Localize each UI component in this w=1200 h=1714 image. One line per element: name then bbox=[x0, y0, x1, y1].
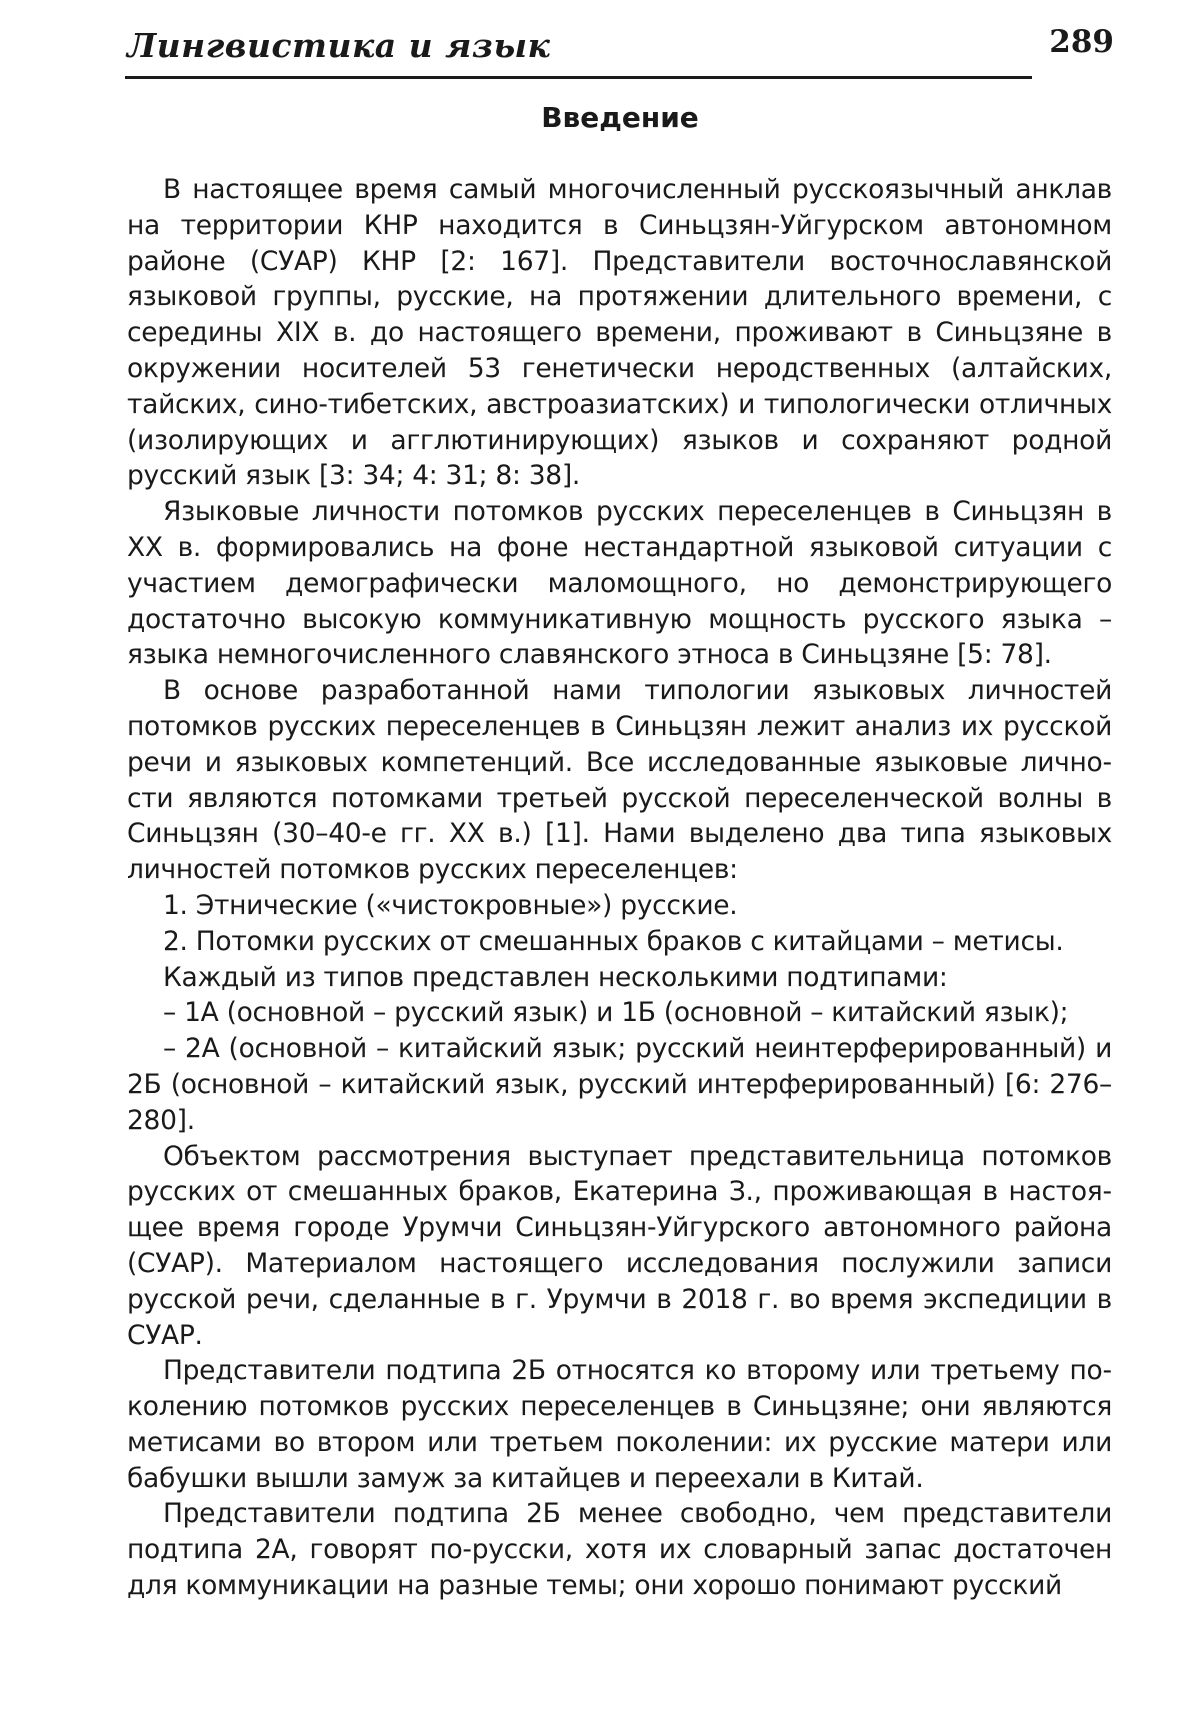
list-item: – 2А (основной – китайский язык; русский неинтерферированный) и 2Б (основной – китайский язык, русский интерферированный) [6: 276–280]. bbox=[127, 1033, 1112, 1136]
paragraph: Языковые личности потомков русских переселенцев в Синьцзян в XX в. формировались на фоне нестандартной языковой ситуации с участием демографически маломощного, но демонстрирующего достаточно высокую коммуникативную мощность русского языка – языка немногочисленного славянского этноса в Синьцзяне [5: 78]. bbox=[127, 496, 1112, 671]
list-item: 1. Этнические («чистокровные») русские. bbox=[163, 889, 738, 921]
header-rule bbox=[125, 76, 1032, 79]
running-title: Лингвистика и язык bbox=[127, 26, 551, 65]
page-number: 289 bbox=[1049, 24, 1114, 60]
body-text bbox=[127, 172, 1112, 1604]
list-item: – 1А (основной – русский язык) и 1Б (основной – китайский язык); bbox=[163, 997, 1069, 1029]
paragraph: Объектом рассмотрения выступает представительница потомков русских от смешанных браков, Екатерина З., проживающая в настоящее время городе Урумчи Синьцзян-Уйгурского автономного района (СУАР). Материалом настоящего исследования послужили записи русской речи, сделанные в г. Урумчи в 2018 г. во время экспедиции в СУАР. bbox=[127, 1140, 1112, 1351]
paragraph: В настоящее время самый многочисленный русскоязычный анклав на территории КНР находится в Синьцзян-Уйгурском автономном районе (СУАР) КНР [2: 167]. Представители восточнославянской языковой группы, русские, на протяжении длительного времени, с середины XIX в. до настоящего времени, проживают в Синьцзяне в окружении носителей 53 генетически неродственных (алтайских, тайских, сино-тибетских, австроазиатских) и типологически отличных (изолирующих и агглютинирующих) языков и сохраняют родной русский язык [3: 34; 4: 31; 8: 38]. bbox=[127, 174, 1112, 492]
section-heading: Введение bbox=[541, 101, 699, 134]
paragraph: Представители подтипа 2Б относятся ко второму или третьему поколению потомков русских переселенцев в Синьцзяне; они являются метисами во втором или третьем поколении: их русские матери или бабушки вышли замуж за китайцев и переехали в Китай. bbox=[127, 1355, 1112, 1494]
list-item: 2. Потомки русских от смешанных браков с китайцами – метисы. bbox=[163, 925, 1064, 957]
paragraph: В основе разработанной нами типологии языковых личностей потомков русских переселенцев в Синьцзян лежит анализ их русской речи и языковых компетенций. Все исследованные языковые личности являются потомками третьей русской переселенческой волны в Синьцзян (30–40-е гг. XX в.) [1]. Нами выделено два типа языковых личностей потомков русских переселенцев: bbox=[127, 675, 1112, 886]
paragraph: Представители подтипа 2Б менее свободно, чем представители подтипа 2А, говорят по-русски, хотя их словарный запас достаточен для коммуникации на разные темы; они хорошо понимают русский bbox=[127, 1498, 1112, 1602]
paragraph: Каждый из типов представлен несколькими подтипами: bbox=[163, 961, 948, 993]
